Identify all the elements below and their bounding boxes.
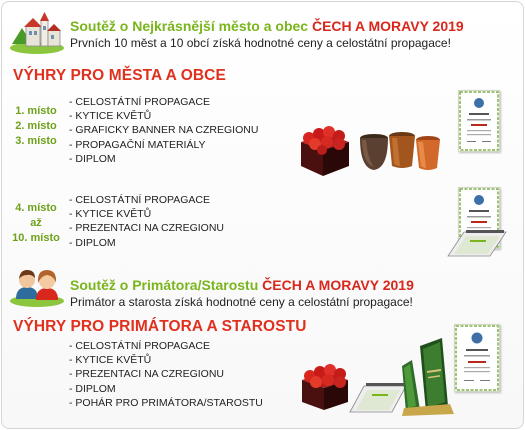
prize-item: - DIPLOM [69,152,258,166]
mayor-couple-icon [8,267,66,307]
prize-item: - PREZENTACI NA CZREGIONU [69,367,263,381]
place-label: 10. místo [12,232,60,244]
trophy-image [398,336,458,416]
prize-item: - KYTICE KVĚTŮ [69,109,258,123]
place-label: 3. místo [15,135,57,147]
prizes-panel [1,1,524,429]
diploma-image [454,324,500,392]
mayor-contest-title-highlight: ČECH A MORAVY 2019 [262,277,414,293]
prize-item: - KYTICE KVĚTŮ [69,353,263,367]
prize-item: - CELOSTÁTNÍ PROPAGACE [69,193,224,207]
prize-item: - PROPAGAČNÍ MATERIÁLY [69,138,258,152]
prize-item: - POHÁR PRO PRIMÁTORA/STAROSTU [69,396,263,410]
town-logo-icon [8,10,66,54]
mayor-prize-list [69,339,263,410]
town-prizes-heading: VÝHRY PRO MĚSTA A OBCE [13,67,226,84]
town-contest-title-prefix: Soutěž o Nejkrásnější město a obec [70,18,309,34]
tier2-places [12,201,60,246]
place-label: až [30,217,42,229]
tier2-prize-list [69,193,224,250]
flower-box-image [298,358,352,414]
prize-item: - DIPLOM [69,236,224,250]
flower-box-image [297,120,353,180]
prize-item: - GRAFICKY BANNER NA CZREGIONU [69,123,258,137]
town-contest-title-highlight: ČECH A MORAVY 2019 [311,18,464,34]
town-contest-title [70,18,464,34]
place-label: 2. místo [15,120,57,132]
tier1-prize-list [69,95,258,166]
prize-item: - KYTICE KVĚTŮ [69,207,224,221]
place-label: 1. místo [15,105,57,117]
town-contest-subtitle: Prvních 10 měst a 10 obcí získá hodnotné ceny a celostátní propagace! [70,36,451,50]
pots-image [354,130,444,172]
prize-item: - CELOSTÁTNÍ PROPAGACE [69,339,263,353]
mayor-contest-subtitle: Primátor a starosta získá hodnotné ceny a celostátní propagace! [70,295,413,309]
mayor-prizes-heading: VÝHRY PRO PRIMÁTORA A STAROSTU [13,318,307,335]
desk-calendar-image [446,228,508,258]
mayor-contest-title-prefix: Soutěž o Primátora/Starostu [70,277,259,293]
mayor-contest-title [70,277,414,293]
diploma-image [458,90,500,152]
place-label: 4. místo [15,202,57,214]
prize-item: - CELOSTÁTNÍ PROPAGACE [69,95,258,109]
prize-item: - DIPLOM [69,382,263,396]
prize-item: - PREZENTACI NA CZREGIONU [69,221,224,235]
tier1-places [12,104,60,149]
